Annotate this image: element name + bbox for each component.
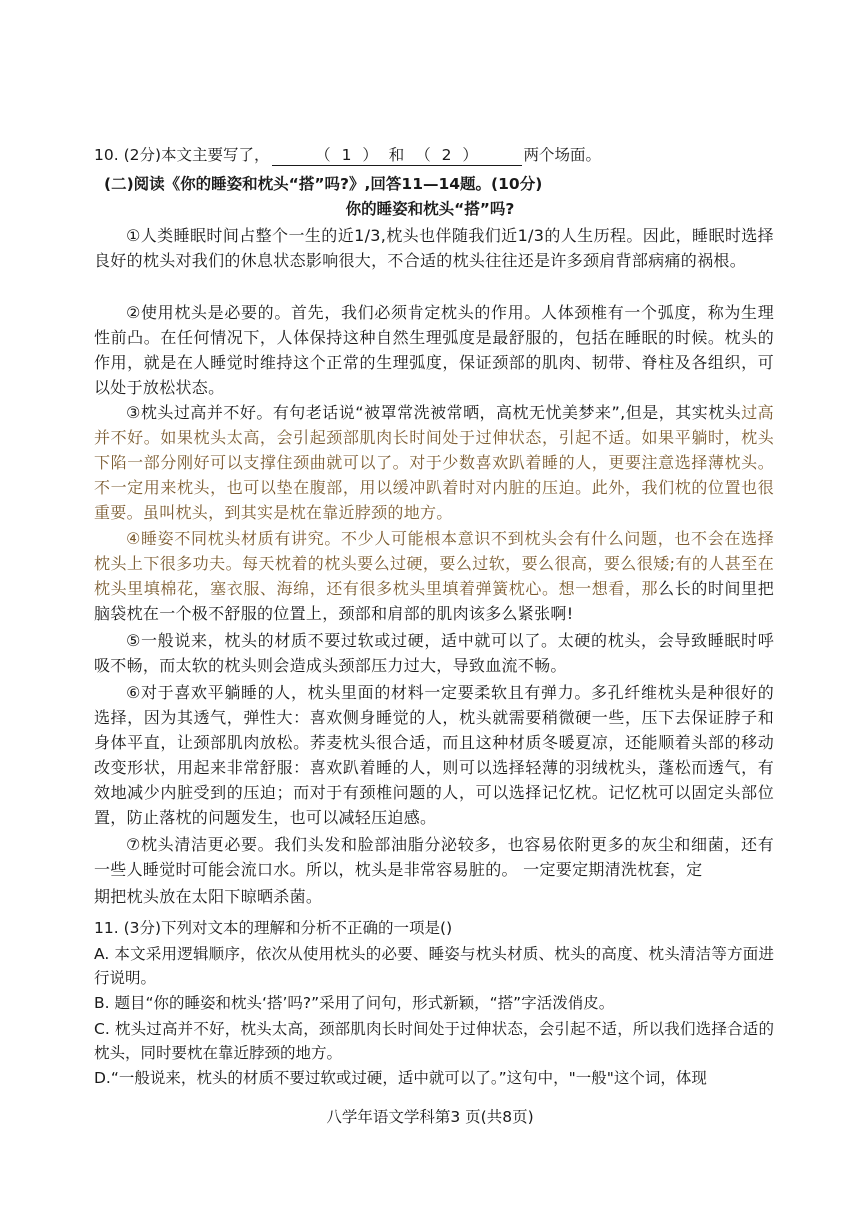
- question-11-option-c: C. 枕头过高并不好，枕头太高，颈部肌肉长时间处于过伸状态，会引起不适，所以我们选择合适的枕头，同时要枕在靠近脖颈的地方。: [94, 1020, 774, 1062]
- paragraph-1: ①人类睡眠时间占整个一生的近1/3,枕头也伴随我们近1/3的人生历程。因此，睡眠时选择良好的枕头对我们的休息状态影响很大，不合适的枕头往往还是许多颈肩背部病痛的祸根。: [94, 226, 774, 270]
- paragraph-3: [94, 400, 774, 525]
- question-11-stem: 11. (3分)下列对文本的理解和分析不正确的一项是(): [94, 919, 453, 937]
- question-10: [94, 143, 774, 167]
- section-heading: (二)阅读《你的睡姿和枕头“搭”吗?》,回答11—14题。(10分): [104, 175, 543, 193]
- paragraph-4-rest: 么长的时间里把脑袋枕在一个极不舒服的位置上，颈部和肩部的肌肉该多么紧张啊!: [94, 579, 774, 623]
- page-footer: 八学年语文学科第3 页(共8页): [326, 1108, 534, 1126]
- paragraph-4: [94, 526, 774, 626]
- question-10-blank: （ 1 ） 和 （ 2 ）: [272, 145, 522, 166]
- paragraph-3-highlight: 过高并不好。如果枕头太高，会引起颈部肌肉长时间处于过伸状态，引起不适。如果平躺时，枕头下陷一部分刚好可以支撑住颈曲就可以了。对于少数喜欢趴着睡的人，更要注意选择薄枕头。不一定用来枕头，也可以垫在腹部，用以缓冲趴着时对内脏的压迫。此外，我们枕的位置也很重要。虽叫枕头，到其实是枕在靠近脖颈的地方。: [94, 403, 774, 522]
- article-title: 你的睡姿和枕头“搭”吗?: [345, 200, 515, 218]
- question-11-option-a: A. 本文采用逻辑顺序，依次从使用枕头的必要、睡姿与枕头材质、枕头的高度、枕头清洁等方面进行说明。: [94, 945, 774, 987]
- paragraph-4-highlight: ④睡姿不同枕头材质有讲究。不少人可能根本意识不到枕头会有什么问题，也不会在选择枕头上下很多功夫。每天枕着的枕头要么过硬，要么过软，要么很高，要么很矮;有的人甚至在枕头里填棉花，塞衣服、海绵，还有很多枕头里填着弹簧枕心。想一想看，那: [94, 529, 774, 598]
- paragraph-2: ②使用枕头是必要的。首先，我们必须肯定枕头的作用。人体颈椎有一个弧度，称为生理性前凸。在任何情况下，人体保持这种自然生理弧度是最舒服的，包括在睡眠的时候。枕头的作用，就是在人睡觉时维持这个正常的生理弧度，保证颈部的肌肉、韧带、脊柱及各组织，可以处于放松状态。: [94, 303, 774, 397]
- question-11-option-d: D.“一般说来，枕头的材质不要过软或过硬，适中就可以了。”这句中，"一般"这个词，体现: [94, 1069, 707, 1087]
- paragraph-7: ⑦枕头清洁更必要。我们头发和脸部油脂分泌较多，也容易依附更多的灰尘和细菌，还有一些人睡觉时可能会流口水。所以，枕头是非常容易脏的。 一定要定期清洗枕套，定: [94, 835, 774, 879]
- paragraph-5: ⑤一般说来，枕头的材质不要过软或过硬，适中就可以了。太硬的枕头，会导致睡眠时呼吸不畅，而太软的枕头则会造成头颈部压力过大，导致血流不畅。: [94, 631, 774, 675]
- question-10-prefix: 10. (2分)本文主要写了，: [94, 146, 270, 164]
- question-11-option-b: B. 题目“你的睡姿和枕头‘搭’吗?”采用了问句，形式新颖，“搭”字活泼俏皮。: [94, 994, 615, 1012]
- paragraph-6: ⑥对于喜欢平躺睡的人，枕头里面的材料一定要柔软且有弹力。多孔纤维枕头是种很好的选择，因为其透气，弹性大：喜欢侧身睡觉的人，枕头就需要稍微硬一些，压下去保证脖子和身体平直，让颈部肌肉放松。荞麦枕头很合适，而且这种材质冬暖夏凉，还能顺着头部的移动改变形状，用起来非常舒服：喜欢趴着睡的人，则可以选择轻薄的羽绒枕头，蓬松而透气，有效地减少内脏受到的压迫；而对于有颈椎问题的人，可以选择记忆枕。记忆枕可以固定头部位置，防止落枕的问题发生，也可以减轻压迫感。: [94, 683, 774, 827]
- paragraph-7-end: 期把枕头放在太阳下晾晒杀菌。: [94, 887, 323, 906]
- question-10-suffix: 两个场面。: [523, 146, 602, 164]
- paragraph-3-first-line: ③枕头过高并不好。有句老话说“被罩常洗被常晒，高枕无忧美梦来”,但是，其实枕头: [126, 403, 742, 422]
